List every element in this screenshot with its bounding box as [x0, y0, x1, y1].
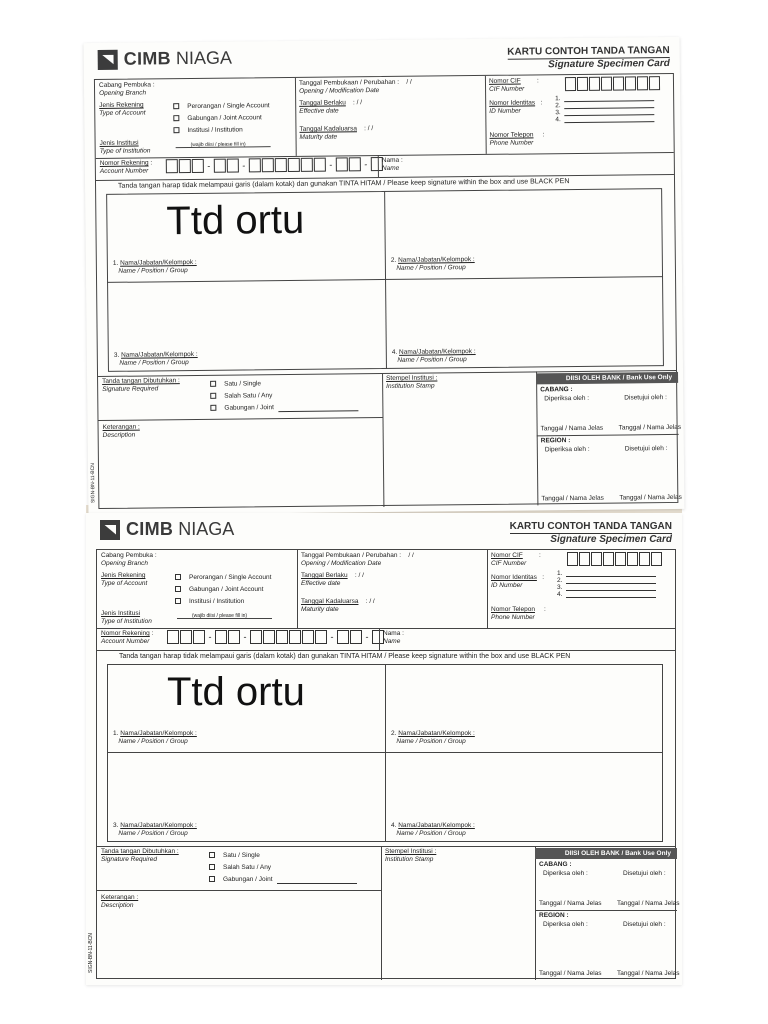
bank-name-right: Tanggal / Nama Jelas [617, 900, 680, 907]
cimb-niaga-logo [100, 519, 234, 540]
required-any[interactable]: Salah Satu / Any [209, 864, 271, 872]
institution-option[interactable]: Institusi / Institution [175, 598, 244, 606]
brand-light: NIAGA [178, 519, 235, 539]
phone-label: Nomor Telepon : Phone Number [491, 606, 546, 621]
phone-label: Nomor Telepon : Phone Number [489, 131, 545, 147]
form-frame [94, 73, 682, 509]
signature-slot-2[interactable]: 2. Nama/Jabatan/Kelompok : Name / Position / Group [390, 256, 475, 272]
cif-input-boxes[interactable] [565, 76, 661, 91]
cimb-logo-icon [98, 49, 118, 69]
region-name-right: Tanggal / Nama Jelas [617, 970, 680, 977]
id-number-label: Nomor Identitas : ID Number [489, 99, 543, 115]
form-frame [96, 549, 680, 979]
institution-stamp-label: Stempel Institusi : Institution Stamp [386, 374, 438, 390]
region-approved-by: Disetujui oleh : [624, 445, 668, 453]
signature-required-label: Tanda tangan Dibutuhkan : Signature Required [101, 848, 179, 863]
signature-slot-3[interactable]: 3. Nama/Jabatan/Kelompok : Name / Position / Group [113, 350, 198, 367]
checkbox[interactable] [210, 405, 216, 411]
signature-card-top [84, 37, 685, 515]
account-type-label: Jenis Rekening Type of Account [101, 572, 148, 587]
checked-by: Diperiksa oleh : [544, 394, 590, 403]
checkbox[interactable] [175, 586, 181, 592]
signature-slot-4[interactable]: 4. Nama/Jabatan/Kelompok : Name / Position / Group [391, 822, 475, 837]
form-code: SIGN-BN-11-BCN [89, 463, 97, 504]
region-approved-by: Disetujui oleh : [623, 921, 666, 928]
handwritten-signature: Ttd ortu [166, 197, 305, 244]
bank-use-header: DIISI OLEH BANK / Bank Use Only [536, 372, 678, 384]
description-label: Keterangan : Description [101, 894, 139, 909]
checked-by: Diperiksa oleh : [543, 870, 588, 877]
bank-use-header: DIISI OLEH BANK / Bank Use Only [535, 848, 677, 859]
region-name-left: Tanggal / Nama Jelas [541, 494, 604, 503]
checkbox[interactable] [209, 876, 215, 882]
bank-branch-label: CABANG : [539, 861, 572, 868]
opening-date[interactable]: Tanggal Pembukaan / Perubahan : / / Opening / Modification Date [298, 78, 412, 95]
cimb-logo-icon [100, 520, 120, 540]
signature-slot-3[interactable]: 3. Nama/Jabatan/Kelompok : Name / Position / Group [113, 822, 197, 837]
institution-note: (wajib diisi / please fill in) [190, 141, 246, 149]
id-number-list[interactable]: 1. 2. 3. 4. [555, 94, 655, 123]
approved-by: Disetujui oleh : [624, 394, 667, 402]
checkbox[interactable] [210, 393, 216, 399]
signature-slot-4[interactable]: 4. Nama/Jabatan/Kelompok : Name / Position / Group [391, 348, 476, 364]
name-label: Nama : Name [381, 156, 403, 173]
cif-input-boxes[interactable] [567, 552, 663, 566]
signature-slot-2[interactable]: 2. Nama/Jabatan/Kelompok : Name / Position / Group [391, 730, 475, 745]
effective-date[interactable]: Tanggal Berlaku : / / Effective date [299, 99, 363, 115]
region-checked-by: Diperiksa oleh : [543, 921, 588, 928]
institution-type-label: Jenis Institusi Type of Institution [101, 610, 152, 625]
card-title-id: KARTU CONTOH TANDA TANGAN [509, 521, 672, 532]
effective-date[interactable]: Tanggal Berlaku : / / Effective date [301, 572, 364, 587]
joint-account-option[interactable]: Gabungan / Joint Account [175, 586, 263, 594]
account-number-label: Nomor Rekening : Account Number [101, 630, 154, 645]
checkbox[interactable] [209, 852, 215, 858]
checkbox[interactable] [175, 598, 181, 604]
card-title-en: Signature Specimen Card [550, 534, 672, 545]
checkbox[interactable] [209, 864, 215, 870]
institution-option[interactable]: Institusi / Institution [173, 126, 242, 135]
signature-slot-1[interactable]: 1. Nama/Jabatan/Kelompok : Name / Position / Group [113, 730, 197, 745]
handwritten-signature: Ttd ortu [167, 670, 305, 714]
maturity-date[interactable]: Tanggal Kadaluarsa : / / Maturity date [301, 598, 375, 613]
checkbox[interactable] [175, 574, 181, 580]
instruction-text: Tanda tangan harap tidak melampaui garis (dalam kotak) dan gunakan TINTA HITAM / Please keep signature within the box and use BLACK PEN [118, 178, 570, 190]
name-label: Nama : Name [383, 630, 404, 645]
brand-bold: CIMB [123, 48, 172, 69]
region-name-left: Tanggal / Nama Jelas [539, 970, 602, 977]
account-number-boxes[interactable]: - - - - [166, 157, 384, 173]
branch-label: Cabang Pembuka : Opening Branch [101, 552, 157, 567]
checkbox[interactable] [173, 127, 179, 133]
opening-date[interactable]: Tanggal Pembukaan / Perubahan : / / Opening / Modification Date [301, 552, 414, 567]
brand-bold: CIMB [126, 519, 174, 539]
required-single[interactable]: Satu / Single [210, 380, 261, 389]
bank-branch-label: CABANG : [540, 386, 573, 394]
branch-label: Cabang Pembuka : Opening Branch [98, 81, 155, 97]
card-title [510, 521, 672, 545]
bank-name-left: Tanggal / Nama Jelas [540, 424, 604, 433]
signature-required-label: Tanda tangan Dibutuhkan : Signature Required [102, 377, 180, 393]
checkbox[interactable] [173, 115, 179, 121]
checkbox[interactable] [173, 103, 179, 109]
institution-type-label: Jenis Institusi Type of Institution [99, 139, 151, 155]
bank-name-left: Tanggal / Nama Jelas [539, 900, 602, 907]
id-number-list[interactable]: 1. 2. 3. 4. [557, 570, 656, 598]
institution-stamp-label: Stempel Institusi : Institution Stamp [385, 848, 437, 863]
maturity-date[interactable]: Tanggal Kadaluarsa : / / Maturity date [299, 125, 374, 141]
joint-account-option[interactable]: Gabungan / Joint Account [173, 114, 262, 123]
signature-slot-1[interactable]: 1. Nama/Jabatan/Kelompok : Name / Position / Group [112, 258, 197, 275]
approved-by: Disetujui oleh : [623, 870, 666, 877]
region-checked-by: Diperiksa oleh : [544, 445, 590, 454]
id-number-label: Nomor Identitas : ID Number [491, 574, 545, 589]
required-joint[interactable]: Gabungan / Joint [210, 403, 358, 413]
account-number-label: Nomor Rekening : Account Number [99, 159, 153, 175]
institution-note: (wajib diisi / please fill in) [192, 613, 248, 619]
form-code: SIGN-BN-11-BCN [88, 933, 94, 973]
card-title-id: KARTU CONTOH TANDA TANGAN [507, 44, 670, 58]
bank-name-right: Tanggal / Nama Jelas [618, 423, 682, 432]
account-number-boxes[interactable]: - - - - [167, 630, 385, 644]
region-label: REGION : [540, 437, 571, 445]
required-any[interactable]: Salah Satu / Any [210, 392, 272, 401]
cif-label: Nomor CIF : CIF Number [488, 77, 539, 93]
required-joint[interactable]: Gabungan / Joint [209, 876, 357, 884]
brand-light: NIAGA [175, 47, 233, 69]
card-title [507, 45, 670, 71]
card-title-en: Signature Specimen Card [548, 57, 670, 71]
region-label: REGION : [539, 912, 569, 919]
single-account-option[interactable]: Perorangan / Single Account [173, 102, 269, 111]
description-label: Keterangan : Description [102, 423, 140, 439]
cimb-niaga-logo [98, 48, 232, 70]
single-account-option[interactable]: Perorangan / Single Account [175, 574, 271, 582]
instruction-text: Tanda tangan harap tidak melampaui garis (dalam kotak) dan gunakan TINTA HITAM / Please keep signature within the box and use BLACK PEN [119, 653, 571, 660]
required-single[interactable]: Satu / Single [209, 852, 260, 860]
cif-label: Nomor CIF : CIF Number [491, 552, 541, 567]
region-name-right: Tanggal / Nama Jelas [619, 493, 682, 502]
account-type-label: Jenis Rekening Type of Account [99, 101, 146, 117]
checkbox[interactable] [210, 381, 216, 387]
signature-card-bottom [86, 513, 682, 985]
